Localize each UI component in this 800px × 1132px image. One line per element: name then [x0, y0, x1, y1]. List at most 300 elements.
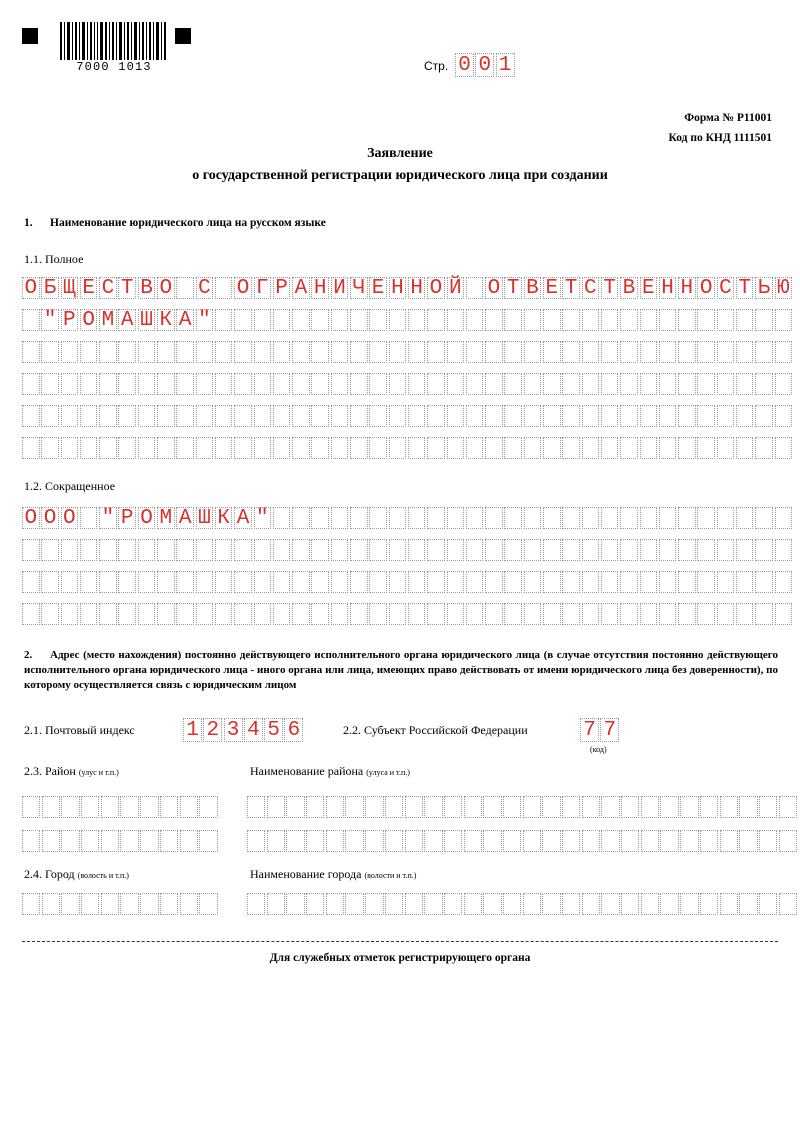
- char-cell[interactable]: [157, 603, 175, 625]
- char-cell[interactable]: [582, 405, 600, 427]
- char-cell[interactable]: [524, 603, 542, 625]
- char-cell[interactable]: [234, 405, 252, 427]
- char-cell[interactable]: [660, 893, 678, 915]
- char-cell[interactable]: [775, 571, 793, 593]
- char-cell[interactable]: [80, 341, 98, 363]
- char-cell[interactable]: О: [485, 277, 503, 299]
- char-cell[interactable]: Е: [80, 277, 98, 299]
- char-cell[interactable]: [311, 571, 329, 593]
- char-cell[interactable]: [697, 373, 715, 395]
- char-cell[interactable]: [485, 539, 503, 561]
- char-cell[interactable]: [504, 507, 522, 529]
- char-cell[interactable]: [466, 309, 484, 331]
- char-cell[interactable]: [427, 507, 445, 529]
- char-cell[interactable]: [199, 893, 217, 915]
- char-cell[interactable]: [389, 507, 407, 529]
- char-cell[interactable]: [369, 507, 387, 529]
- char-cell[interactable]: [273, 437, 291, 459]
- char-cell[interactable]: [215, 571, 233, 593]
- char-cell[interactable]: Т: [736, 277, 754, 299]
- char-cell[interactable]: [424, 830, 442, 852]
- char-cell[interactable]: [267, 893, 285, 915]
- char-cell[interactable]: [562, 603, 580, 625]
- char-cell[interactable]: [466, 373, 484, 395]
- short-name-row[interactable]: [22, 507, 794, 529]
- char-cell[interactable]: [775, 405, 793, 427]
- char-cell[interactable]: Й: [447, 277, 465, 299]
- char-cell[interactable]: О: [157, 277, 175, 299]
- char-cell[interactable]: [640, 603, 658, 625]
- char-cell[interactable]: [120, 830, 138, 852]
- char-cell[interactable]: [755, 373, 773, 395]
- char-cell[interactable]: [405, 830, 423, 852]
- char-cell[interactable]: [755, 507, 773, 529]
- char-cell[interactable]: [215, 405, 233, 427]
- char-cell[interactable]: [755, 437, 773, 459]
- char-cell[interactable]: [176, 437, 194, 459]
- char-cell[interactable]: [678, 571, 696, 593]
- char-cell[interactable]: [254, 571, 272, 593]
- char-cell[interactable]: О: [427, 277, 445, 299]
- char-cell[interactable]: [504, 373, 522, 395]
- char-cell[interactable]: [215, 437, 233, 459]
- char-cell[interactable]: [621, 796, 639, 818]
- char-cell[interactable]: [620, 341, 638, 363]
- char-cell[interactable]: [466, 507, 484, 529]
- char-cell[interactable]: [582, 571, 600, 593]
- char-cell[interactable]: [543, 341, 561, 363]
- char-cell[interactable]: [80, 373, 98, 395]
- char-cell[interactable]: [292, 507, 310, 529]
- char-cell[interactable]: [524, 341, 542, 363]
- char-cell[interactable]: [326, 796, 344, 818]
- char-cell[interactable]: [405, 893, 423, 915]
- char-cell[interactable]: [22, 893, 40, 915]
- char-cell[interactable]: [542, 893, 560, 915]
- char-cell[interactable]: [582, 341, 600, 363]
- char-cell[interactable]: [196, 341, 214, 363]
- char-cell[interactable]: [562, 309, 580, 331]
- char-cell[interactable]: [345, 796, 363, 818]
- char-cell[interactable]: [755, 603, 773, 625]
- char-cell[interactable]: [389, 309, 407, 331]
- char-cell[interactable]: В: [138, 277, 156, 299]
- char-cell[interactable]: [582, 507, 600, 529]
- char-cell[interactable]: [562, 539, 580, 561]
- full-name-row[interactable]: [22, 437, 794, 459]
- char-cell[interactable]: ": [196, 309, 214, 331]
- char-cell[interactable]: [720, 830, 738, 852]
- char-cell[interactable]: [196, 437, 214, 459]
- char-cell[interactable]: А: [176, 507, 194, 529]
- char-cell[interactable]: ": [41, 309, 59, 331]
- char-cell[interactable]: [620, 405, 638, 427]
- char-cell[interactable]: [81, 796, 99, 818]
- char-cell[interactable]: [755, 539, 773, 561]
- char-cell[interactable]: [640, 539, 658, 561]
- char-cell[interactable]: А: [292, 277, 310, 299]
- char-cell[interactable]: [736, 437, 754, 459]
- char-cell[interactable]: Б: [41, 277, 59, 299]
- char-cell[interactable]: [640, 373, 658, 395]
- char-cell[interactable]: [267, 830, 285, 852]
- char-cell[interactable]: Е: [543, 277, 561, 299]
- char-cell[interactable]: [755, 309, 773, 331]
- char-cell[interactable]: [717, 341, 735, 363]
- char-cell[interactable]: [273, 539, 291, 561]
- char-cell[interactable]: [61, 796, 79, 818]
- char-cell[interactable]: [369, 571, 387, 593]
- char-cell[interactable]: [620, 437, 638, 459]
- char-cell[interactable]: [408, 571, 426, 593]
- char-cell[interactable]: [292, 309, 310, 331]
- char-cell[interactable]: [523, 796, 541, 818]
- char-cell[interactable]: [345, 893, 363, 915]
- char-cell[interactable]: [22, 796, 40, 818]
- char-cell[interactable]: [717, 507, 735, 529]
- char-cell[interactable]: [254, 373, 272, 395]
- char-cell[interactable]: [389, 373, 407, 395]
- char-cell[interactable]: [254, 309, 272, 331]
- char-cell[interactable]: [157, 341, 175, 363]
- char-cell[interactable]: Т: [504, 277, 522, 299]
- char-cell[interactable]: [61, 341, 79, 363]
- char-cell[interactable]: [640, 437, 658, 459]
- region-code-cell[interactable]: 7: [600, 718, 619, 742]
- char-cell[interactable]: [331, 437, 349, 459]
- char-cell[interactable]: [504, 571, 522, 593]
- char-cell[interactable]: [720, 796, 738, 818]
- char-cell[interactable]: [485, 373, 503, 395]
- char-cell[interactable]: С: [717, 277, 735, 299]
- char-cell[interactable]: [215, 539, 233, 561]
- char-cell[interactable]: [176, 373, 194, 395]
- char-cell[interactable]: [582, 373, 600, 395]
- char-cell[interactable]: [389, 341, 407, 363]
- char-cell[interactable]: [80, 603, 98, 625]
- char-cell[interactable]: [350, 341, 368, 363]
- char-cell[interactable]: [22, 373, 40, 395]
- char-cell[interactable]: [464, 830, 482, 852]
- char-cell[interactable]: [582, 309, 600, 331]
- char-cell[interactable]: [157, 437, 175, 459]
- char-cell[interactable]: [22, 571, 40, 593]
- char-cell[interactable]: [138, 341, 156, 363]
- char-cell[interactable]: [157, 571, 175, 593]
- char-cell[interactable]: Г: [254, 277, 272, 299]
- char-cell[interactable]: [369, 405, 387, 427]
- char-cell[interactable]: [389, 405, 407, 427]
- char-cell[interactable]: [582, 830, 600, 852]
- char-cell[interactable]: [234, 437, 252, 459]
- char-cell[interactable]: [254, 405, 272, 427]
- char-cell[interactable]: [311, 539, 329, 561]
- char-cell[interactable]: [311, 507, 329, 529]
- char-cell[interactable]: [736, 309, 754, 331]
- char-cell[interactable]: [41, 437, 59, 459]
- char-cell[interactable]: [775, 539, 793, 561]
- char-cell[interactable]: [483, 796, 501, 818]
- char-cell[interactable]: [543, 309, 561, 331]
- char-cell[interactable]: [101, 830, 119, 852]
- char-cell[interactable]: Р: [118, 507, 136, 529]
- char-cell[interactable]: [138, 373, 156, 395]
- char-cell[interactable]: Ю: [775, 277, 793, 299]
- char-cell[interactable]: [678, 437, 696, 459]
- char-cell[interactable]: [680, 893, 698, 915]
- char-cell[interactable]: [620, 539, 638, 561]
- char-cell[interactable]: [365, 830, 383, 852]
- district-name-comb[interactable]: [247, 796, 798, 818]
- char-cell[interactable]: [659, 507, 677, 529]
- char-cell[interactable]: [160, 830, 178, 852]
- char-cell[interactable]: Т: [562, 277, 580, 299]
- char-cell[interactable]: [524, 373, 542, 395]
- full-name-row[interactable]: [22, 341, 794, 363]
- full-name-row[interactable]: [22, 405, 794, 427]
- char-cell[interactable]: [292, 539, 310, 561]
- char-cell[interactable]: [736, 571, 754, 593]
- char-cell[interactable]: [504, 309, 522, 331]
- short-name-row[interactable]: [22, 603, 794, 625]
- char-cell[interactable]: К: [157, 309, 175, 331]
- char-cell[interactable]: [483, 830, 501, 852]
- char-cell[interactable]: [736, 405, 754, 427]
- char-cell[interactable]: [444, 796, 462, 818]
- char-cell[interactable]: [61, 437, 79, 459]
- char-cell[interactable]: О: [138, 507, 156, 529]
- char-cell[interactable]: [157, 539, 175, 561]
- char-cell[interactable]: [466, 603, 484, 625]
- char-cell[interactable]: [350, 507, 368, 529]
- district-comb[interactable]: [22, 796, 219, 818]
- char-cell[interactable]: [659, 341, 677, 363]
- char-cell[interactable]: [759, 893, 777, 915]
- char-cell[interactable]: [485, 571, 503, 593]
- char-cell[interactable]: [641, 830, 659, 852]
- char-cell[interactable]: [779, 893, 797, 915]
- char-cell[interactable]: [542, 796, 560, 818]
- char-cell[interactable]: [447, 507, 465, 529]
- char-cell[interactable]: [273, 507, 291, 529]
- char-cell[interactable]: [365, 796, 383, 818]
- char-cell[interactable]: [447, 341, 465, 363]
- char-cell[interactable]: [660, 796, 678, 818]
- char-cell[interactable]: [697, 405, 715, 427]
- char-cell[interactable]: [601, 796, 619, 818]
- char-cell[interactable]: [659, 603, 677, 625]
- char-cell[interactable]: [659, 405, 677, 427]
- char-cell[interactable]: [41, 405, 59, 427]
- char-cell[interactable]: [524, 309, 542, 331]
- char-cell[interactable]: [247, 893, 265, 915]
- char-cell[interactable]: [562, 405, 580, 427]
- char-cell[interactable]: [369, 539, 387, 561]
- char-cell[interactable]: [640, 309, 658, 331]
- char-cell[interactable]: [427, 539, 445, 561]
- char-cell[interactable]: [61, 830, 79, 852]
- char-cell[interactable]: [736, 603, 754, 625]
- char-cell[interactable]: [80, 507, 98, 529]
- char-cell[interactable]: [120, 796, 138, 818]
- char-cell[interactable]: [120, 893, 138, 915]
- char-cell[interactable]: [427, 341, 445, 363]
- char-cell[interactable]: [311, 437, 329, 459]
- char-cell[interactable]: [562, 796, 580, 818]
- char-cell[interactable]: [582, 796, 600, 818]
- char-cell[interactable]: [504, 341, 522, 363]
- char-cell[interactable]: [369, 437, 387, 459]
- char-cell[interactable]: [292, 405, 310, 427]
- char-cell[interactable]: [485, 437, 503, 459]
- char-cell[interactable]: [678, 539, 696, 561]
- char-cell[interactable]: [601, 373, 619, 395]
- char-cell[interactable]: [466, 405, 484, 427]
- char-cell[interactable]: [678, 405, 696, 427]
- char-cell[interactable]: Ш: [196, 507, 214, 529]
- char-cell[interactable]: [254, 341, 272, 363]
- char-cell[interactable]: [697, 341, 715, 363]
- char-cell[interactable]: И: [331, 277, 349, 299]
- char-cell[interactable]: [311, 309, 329, 331]
- char-cell[interactable]: [601, 437, 619, 459]
- char-cell[interactable]: [739, 830, 757, 852]
- char-cell[interactable]: [775, 341, 793, 363]
- city-comb[interactable]: [22, 893, 219, 915]
- char-cell[interactable]: [99, 539, 117, 561]
- char-cell[interactable]: [621, 830, 639, 852]
- char-cell[interactable]: [523, 893, 541, 915]
- char-cell[interactable]: [234, 341, 252, 363]
- char-cell[interactable]: [697, 507, 715, 529]
- char-cell[interactable]: [659, 539, 677, 561]
- char-cell[interactable]: [601, 507, 619, 529]
- char-cell[interactable]: [350, 437, 368, 459]
- char-cell[interactable]: [326, 893, 344, 915]
- char-cell[interactable]: [659, 373, 677, 395]
- postal-code-cell[interactable]: 3: [224, 718, 243, 742]
- char-cell[interactable]: [345, 830, 363, 852]
- char-cell[interactable]: [464, 796, 482, 818]
- char-cell[interactable]: [408, 603, 426, 625]
- char-cell[interactable]: Е: [369, 277, 387, 299]
- char-cell[interactable]: [739, 893, 757, 915]
- char-cell[interactable]: С: [99, 277, 117, 299]
- char-cell[interactable]: [543, 507, 561, 529]
- char-cell[interactable]: Н: [659, 277, 677, 299]
- char-cell[interactable]: [697, 571, 715, 593]
- char-cell[interactable]: [118, 341, 136, 363]
- char-cell[interactable]: [176, 341, 194, 363]
- char-cell[interactable]: [408, 309, 426, 331]
- char-cell[interactable]: К: [215, 507, 233, 529]
- char-cell[interactable]: [717, 437, 735, 459]
- char-cell[interactable]: [311, 341, 329, 363]
- char-cell[interactable]: [779, 796, 797, 818]
- char-cell[interactable]: М: [99, 309, 117, 331]
- char-cell[interactable]: [562, 507, 580, 529]
- char-cell[interactable]: [61, 571, 79, 593]
- char-cell[interactable]: [562, 341, 580, 363]
- char-cell[interactable]: С: [196, 277, 214, 299]
- char-cell[interactable]: [369, 603, 387, 625]
- char-cell[interactable]: [447, 571, 465, 593]
- char-cell[interactable]: [524, 571, 542, 593]
- char-cell[interactable]: [369, 373, 387, 395]
- char-cell[interactable]: [247, 796, 265, 818]
- char-cell[interactable]: Р: [273, 277, 291, 299]
- char-cell[interactable]: [524, 437, 542, 459]
- full-name-row[interactable]: [22, 277, 794, 299]
- char-cell[interactable]: [447, 539, 465, 561]
- char-cell[interactable]: [523, 830, 541, 852]
- page-number-cell[interactable]: 0: [455, 53, 474, 77]
- char-cell[interactable]: [389, 539, 407, 561]
- char-cell[interactable]: [331, 341, 349, 363]
- char-cell[interactable]: [176, 571, 194, 593]
- char-cell[interactable]: [659, 309, 677, 331]
- char-cell[interactable]: [350, 373, 368, 395]
- char-cell[interactable]: [196, 539, 214, 561]
- char-cell[interactable]: [331, 539, 349, 561]
- char-cell[interactable]: [350, 571, 368, 593]
- char-cell[interactable]: [736, 507, 754, 529]
- page-number-cell[interactable]: 0: [475, 53, 494, 77]
- char-cell[interactable]: [678, 309, 696, 331]
- char-cell[interactable]: [543, 405, 561, 427]
- char-cell[interactable]: [408, 405, 426, 427]
- char-cell[interactable]: [286, 830, 304, 852]
- char-cell[interactable]: [140, 893, 158, 915]
- char-cell[interactable]: [80, 437, 98, 459]
- char-cell[interactable]: [466, 341, 484, 363]
- char-cell[interactable]: [640, 405, 658, 427]
- char-cell[interactable]: [717, 539, 735, 561]
- char-cell[interactable]: В: [620, 277, 638, 299]
- char-cell[interactable]: [427, 405, 445, 427]
- full-name-row[interactable]: [22, 309, 794, 331]
- char-cell[interactable]: [739, 796, 757, 818]
- char-cell[interactable]: [157, 405, 175, 427]
- district-comb[interactable]: [22, 830, 219, 852]
- char-cell[interactable]: [292, 571, 310, 593]
- postal-code-comb[interactable]: [183, 718, 305, 742]
- char-cell[interactable]: [620, 603, 638, 625]
- char-cell[interactable]: [41, 539, 59, 561]
- char-cell[interactable]: [215, 603, 233, 625]
- char-cell[interactable]: [118, 437, 136, 459]
- char-cell[interactable]: [311, 405, 329, 427]
- char-cell[interactable]: [660, 830, 678, 852]
- char-cell[interactable]: О: [41, 507, 59, 529]
- char-cell[interactable]: [485, 405, 503, 427]
- char-cell[interactable]: [286, 796, 304, 818]
- char-cell[interactable]: [504, 603, 522, 625]
- char-cell[interactable]: [138, 405, 156, 427]
- char-cell[interactable]: [389, 603, 407, 625]
- char-cell[interactable]: [99, 373, 117, 395]
- char-cell[interactable]: [562, 571, 580, 593]
- char-cell[interactable]: [311, 603, 329, 625]
- char-cell[interactable]: [717, 373, 735, 395]
- char-cell[interactable]: [736, 341, 754, 363]
- char-cell[interactable]: [464, 893, 482, 915]
- char-cell[interactable]: [326, 830, 344, 852]
- char-cell[interactable]: [542, 830, 560, 852]
- char-cell[interactable]: [101, 796, 119, 818]
- char-cell[interactable]: [61, 603, 79, 625]
- char-cell[interactable]: [543, 373, 561, 395]
